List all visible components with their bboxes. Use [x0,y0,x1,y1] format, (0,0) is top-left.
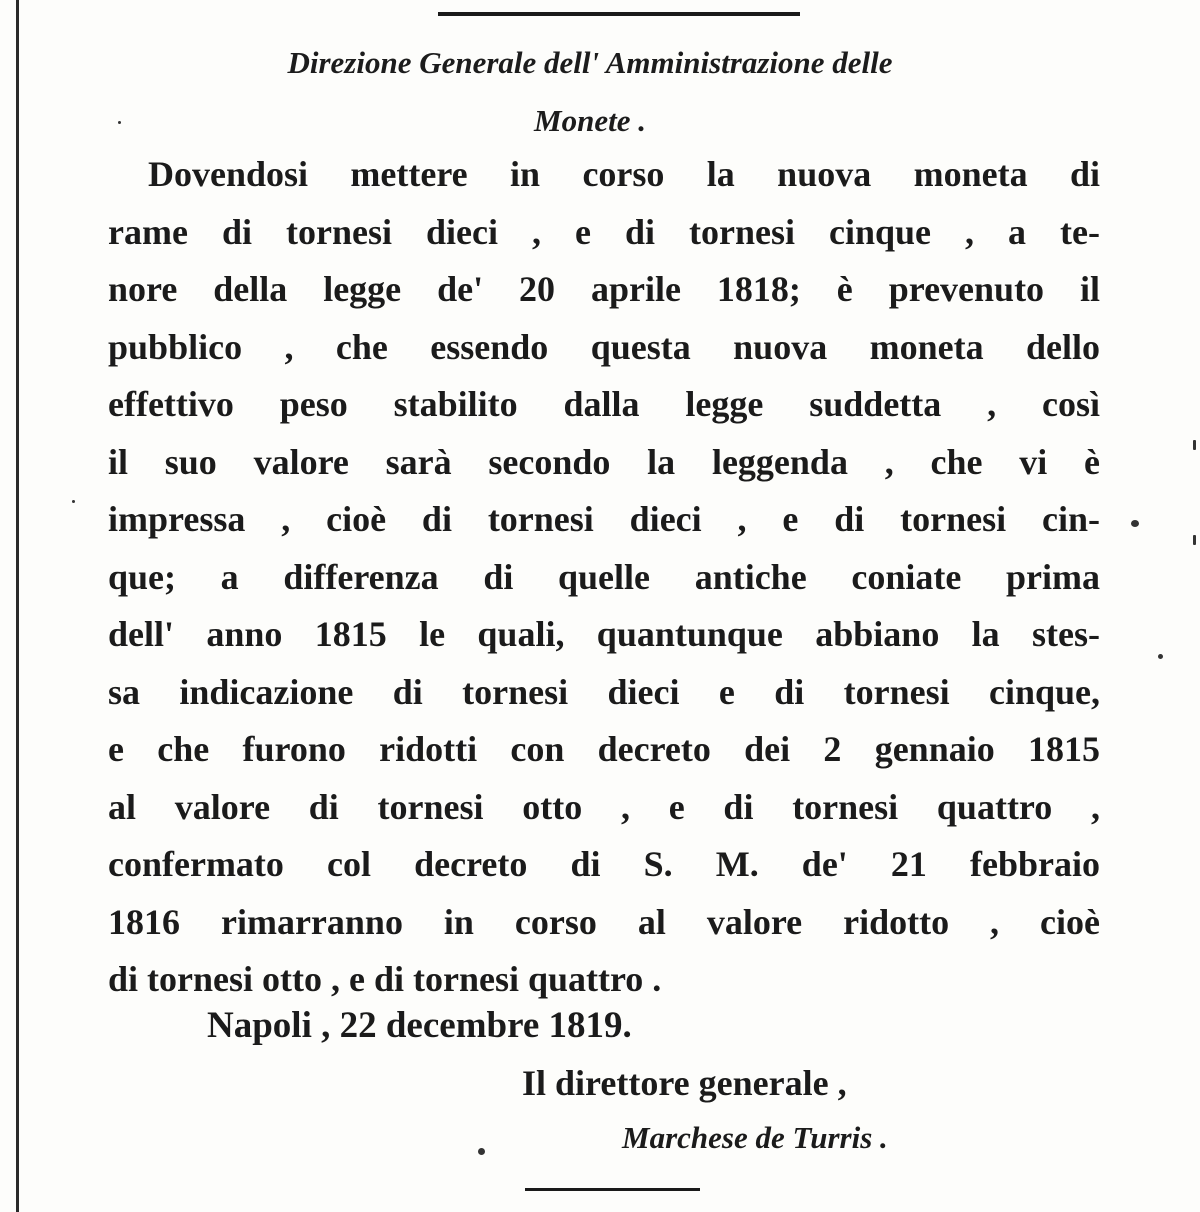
notice-body [108,146,1100,1009]
ink-speck [118,121,121,124]
column-border [16,0,19,1212]
body-line: confermato col decreto di S. M. de' 21 febbraio [108,844,1100,884]
ink-speck [72,500,75,503]
heading-line: Monete . [534,103,646,138]
body-line: dell' anno 1815 le quali, quantunque abbiano la stes- [108,614,1100,654]
body-line: effettivo peso stabilito dalla legge suddetta , così [108,384,1100,424]
body-line: pubblico , che essendo questa nuova moneta dello [108,326,1100,367]
heading-line: Direzione Generale dell' Amministrazione delle [287,45,893,80]
signatory-name: Marchese de Turris . [622,1120,888,1155]
ink-speck [1193,440,1196,450]
top-rule [438,12,800,16]
signatory-title: Il direttore generale , [522,1063,847,1103]
body-line: Dovendosi mettere in corso la nuova moneta di [148,154,1100,194]
notice-heading [70,34,1110,150]
body-line: impressa , cioè di tornesi dieci , e di tornesi cin- [108,499,1100,539]
body-line: al valore di tornesi otto , e di tornesi quattro , [108,786,1100,827]
body-line: que; a differenza di quelle antiche coniate prima [108,556,1100,597]
body-line: nore della legge de' 20 aprile 1818; è prevenuto il [108,269,1100,309]
body-line: sa indicazione di tornesi dieci e di tornesi cinque, [108,671,1100,712]
body-line: e che furono ridotti con decreto dei 2 gennaio 1815 [108,729,1100,769]
body-line: il suo valore sarà secondo la leggenda , che vi è [108,441,1100,482]
body-line: rame di tornesi dieci , e di tornesi cinque , a te- [108,211,1100,252]
ink-speck [1131,520,1139,527]
body-line: 1816 rimarranno in corso al valore ridotto , cioè [108,901,1100,942]
bottom-rule [525,1188,700,1191]
ink-speck [478,1148,485,1155]
body-line: di tornesi otto , e di tornesi quattro . [108,959,662,999]
ink-speck [1158,654,1163,659]
ink-speck [1193,535,1196,545]
place-date: Napoli , 22 decembre 1819. [207,1005,632,1046]
